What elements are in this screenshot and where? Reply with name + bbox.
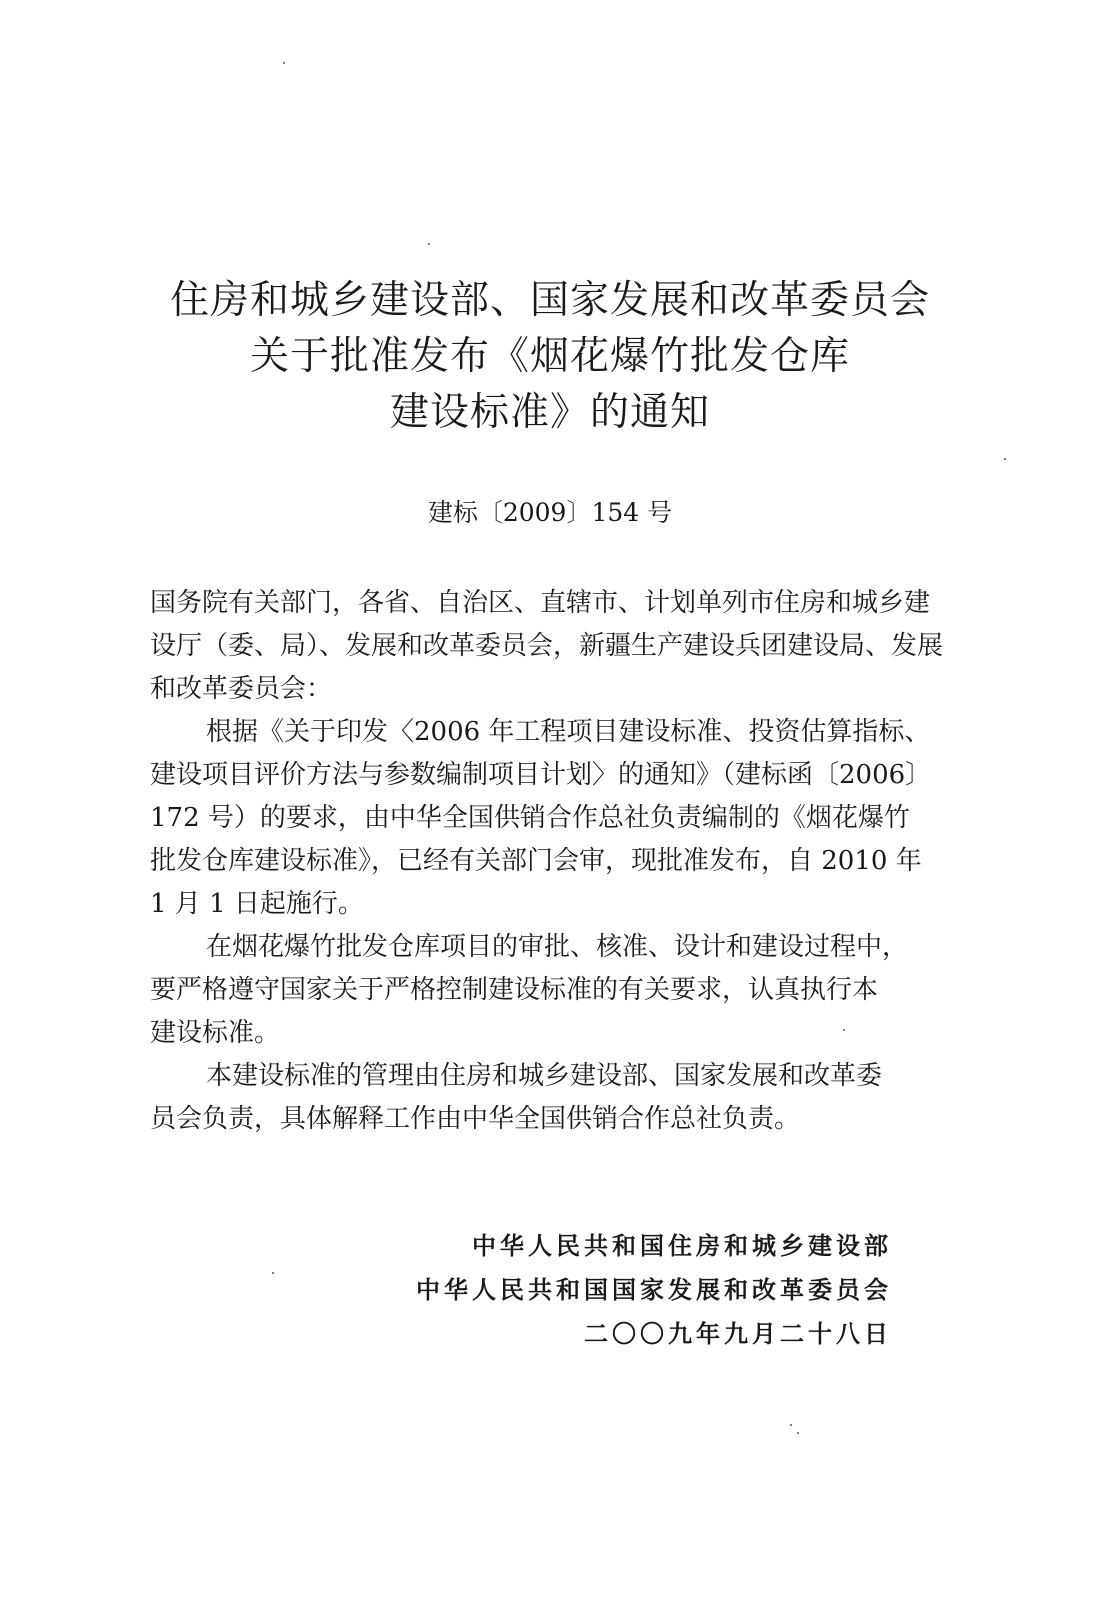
paragraph-line: 员会负责，具体解释工作由中华全国供销合作总社负责。 [150,1104,801,1134]
paragraph-line: 批发仓库建设标准》，已经有关部门会审，现批准发布，自 2010 年 [150,846,922,876]
addressee-line: 国务院有关部门，各省、自治区、直辖市、计划单列市住房和城乡建 [150,588,931,618]
paragraph-line: 172 号）的要求，由中华全国供销合作总社负责编制的《烟花爆竹 [150,803,910,833]
scan-speck [272,1272,274,1274]
paragraph-line: 本建设标准的管理由住房和城乡建设部、国家发展和改革委 [206,1061,883,1091]
signatory-housing-ministry: 中华人民共和国住房和城乡建设部 [472,1232,892,1260]
document-number: 建标〔2009〕154 号 [427,498,673,527]
addressee-line: 设厅（委、局）、发展和改革委员会，新疆生产建设兵团建设局、发展 [150,631,944,661]
title-line-3: 建设标准》的通知 [389,390,710,435]
scan-speck [843,1029,845,1031]
title-line-1: 住房和城乡建设部、国家发展和改革委员会 [169,278,930,323]
title-line-2: 关于批准发布《烟花爆竹批发仓库 [249,334,850,379]
scan-speck [428,243,430,245]
signature-date: 二〇〇九年九月二十八日 [584,1320,892,1348]
paragraph-line: 1 月 1 日起施行。 [150,889,364,919]
scan-speck [283,62,285,64]
paragraph-line: 要严格遵守国家关于严格控制建设标准的有关要求，认真执行本 [150,975,879,1005]
addressee-line: 和改革委员会： [150,674,333,704]
paragraph-line: 建设标准。 [150,1018,281,1048]
paragraph-line: 在烟花爆竹批发仓库项目的审批、核准、设计和建设过程中， [206,932,909,962]
paragraph-line: 根据《关于印发〈2006 年工程项目建设标准、投资估算指标、 [206,717,931,747]
scan-speck [790,1424,792,1426]
scan-speck [1004,458,1006,460]
paragraph-line: 建设项目评价方法与参数编制项目计划〉的通知》（建标函〔2006〕 [150,760,932,790]
signatory-ndrc: 中华人民共和国国家发展和改革委员会 [416,1276,892,1304]
scan-speck [797,1432,799,1434]
